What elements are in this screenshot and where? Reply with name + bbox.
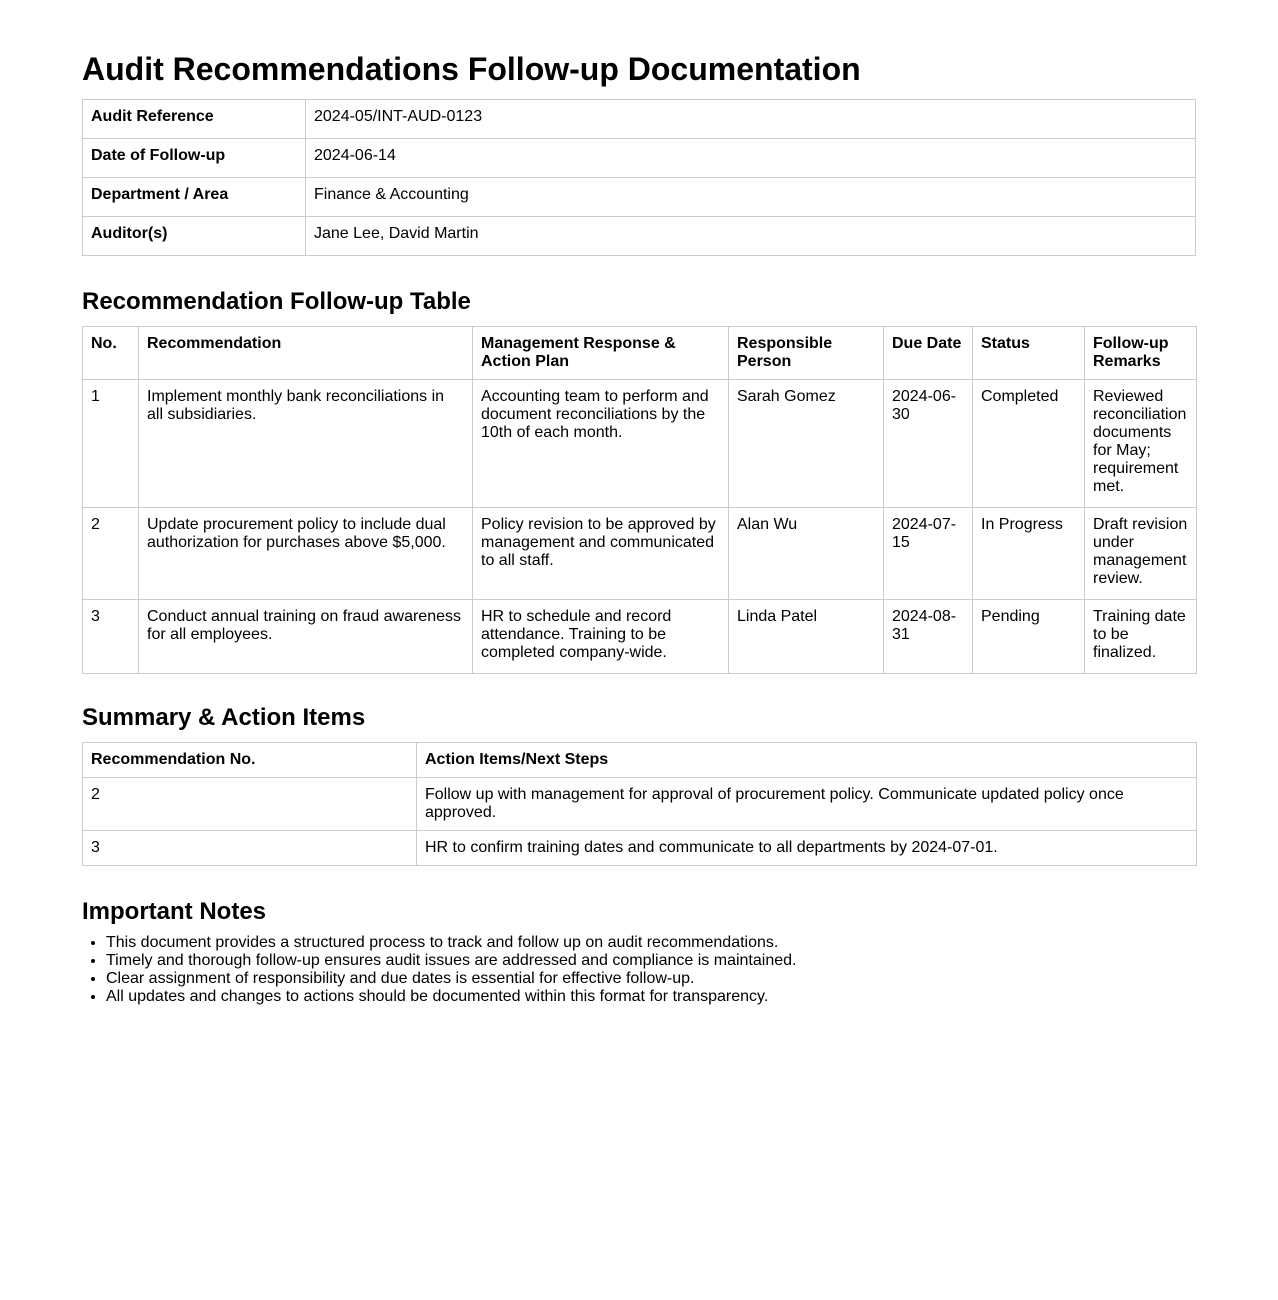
recommendation-body (83, 380, 1197, 674)
column-header: No. (83, 327, 139, 380)
list-item: • All updates and changes to actions should be documented within this format for transparency. (106, 988, 1196, 1006)
column-header: Follow-up Remarks (1085, 327, 1197, 380)
column-header: Status (973, 327, 1085, 380)
table-cell: Accounting team to perform and document reconciliations by the 10th of each month. (473, 380, 729, 508)
table-cell: 2024-07-15 (884, 508, 973, 600)
table-cell: Update procurement policy to include dual authorization for purchases above $5,000. (139, 508, 473, 600)
list-item: • Clear assignment of responsibility and due dates is essential for effective follow-up. (106, 970, 1196, 988)
notes-heading: Important Notes (82, 898, 267, 925)
audit-info-body (83, 100, 1196, 256)
table-cell: 2024-06-30 (884, 380, 973, 508)
audit-info-row (83, 100, 1196, 139)
table-cell: Conduct annual training on fraud awareness for all employees. (139, 600, 473, 674)
table-row (83, 380, 1197, 508)
recommendation-header-row (83, 327, 1197, 380)
summary-header-row (83, 743, 1197, 778)
table-cell: Implement monthly bank reconciliations in all subsidiaries. (139, 380, 473, 508)
column-header: Recommendation (139, 327, 473, 380)
table-cell: 2024-08-31 (884, 600, 973, 674)
table-cell: Follow up with management for approval of procurement policy. Communicate updated policy once approved. (417, 778, 1197, 831)
table-cell: 3 (83, 831, 417, 866)
table-cell: HR to confirm training dates and communicate to all departments by 2024-07-01. (417, 831, 1197, 866)
audit-info-label: Auditor(s) (83, 217, 306, 256)
audit-info-table (82, 99, 1196, 256)
summary-body (83, 778, 1197, 866)
table-cell: Linda Patel (729, 600, 884, 674)
audit-info-value: 2024-05/INT-AUD-0123 (306, 100, 1196, 139)
summary-table (82, 742, 1197, 866)
page-title: Audit Recommendations Follow-up Documentation (82, 51, 861, 87)
table-cell: 3 (83, 600, 139, 674)
table-row (83, 831, 1197, 866)
followup-heading: Recommendation Follow-up Table (82, 288, 471, 315)
table-cell: Policy revision to be approved by management and communicated to all staff. (473, 508, 729, 600)
audit-info-value: Finance & Accounting (306, 178, 1196, 217)
table-cell: Draft revision under management review. (1085, 508, 1197, 600)
column-header: Recommendation No. (83, 743, 417, 778)
recommendation-table (82, 326, 1197, 674)
table-cell: 2 (83, 778, 417, 831)
audit-info-label: Date of Follow-up (83, 139, 306, 178)
column-header: Action Items/Next Steps (417, 743, 1197, 778)
table-cell: Training date to be finalized. (1085, 600, 1197, 674)
notes-list (82, 934, 1196, 1006)
list-item: • This document provides a structured process to track and follow up on audit recommendations. (106, 934, 1196, 952)
table-cell: Reviewed reconciliation documents for May; requirement met. (1085, 380, 1197, 508)
summary-heading: Summary & Action Items (82, 704, 366, 731)
audit-info-label: Audit Reference (83, 100, 306, 139)
column-header: Management Response & Action Plan (473, 327, 729, 380)
table-row (83, 600, 1197, 674)
column-header: Responsible Person (729, 327, 884, 380)
table-row (83, 508, 1197, 600)
audit-info-row (83, 178, 1196, 217)
audit-info-row (83, 217, 1196, 256)
audit-info-value: 2024-06-14 (306, 139, 1196, 178)
table-row (83, 778, 1197, 831)
table-cell: 2 (83, 508, 139, 600)
table-cell: Pending (973, 600, 1085, 674)
list-item: • Timely and thorough follow-up ensures audit issues are addressed and compliance is maintained. (106, 952, 1196, 970)
audit-info-value: Jane Lee, David Martin (306, 217, 1196, 256)
table-cell: Alan Wu (729, 508, 884, 600)
table-cell: In Progress (973, 508, 1085, 600)
table-cell: HR to schedule and record attendance. Training to be completed company-wide. (473, 600, 729, 674)
table-cell: 1 (83, 380, 139, 508)
audit-info-row (83, 139, 1196, 178)
column-header: Due Date (884, 327, 973, 380)
table-cell: Completed (973, 380, 1085, 508)
audit-info-label: Department / Area (83, 178, 306, 217)
table-cell: Sarah Gomez (729, 380, 884, 508)
